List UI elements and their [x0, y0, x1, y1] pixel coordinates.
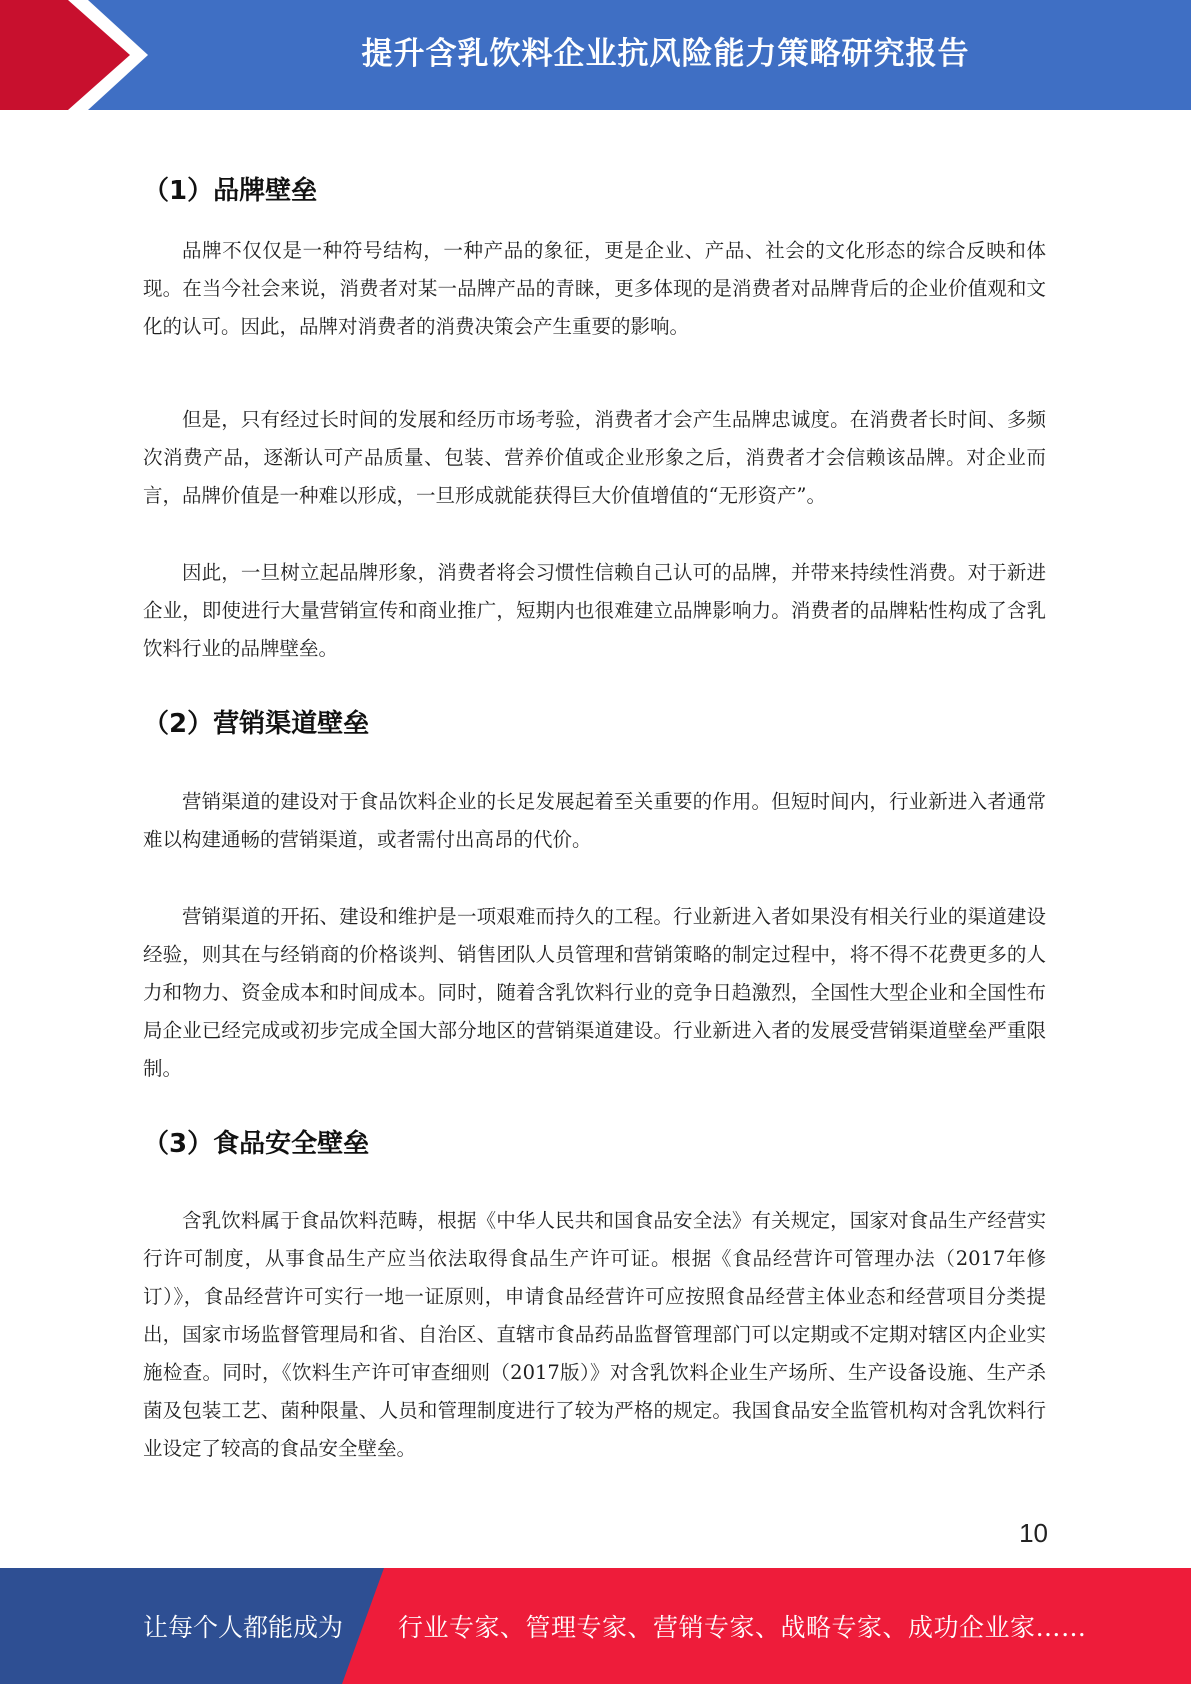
- paragraph: 营销渠道的开拓、建设和维护是一项艰难而持久的工程。行业新进入者如果没有相关行业的渠道建设经验，则其在与经销商的价格谈判、销售团队人员管理和营销策略的制定过程中，将不得不花费更多的人力和物力、资金成本和时间成本。同时，随着含乳饮料行业的竞争日趋激烈，全国性大型企业和全国性布局企业已经完成或初步完成全国大部分地区的营销渠道建设。行业新进入者的发展受营销渠道壁垒严重限制。: [143, 905, 1046, 1080]
- paragraph: 含乳饮料属于食品饮料范畴，根据《中华人民共和国食品安全法》有关规定，国家对食品生产经营实行许可制度，从事食品生产应当依法取得食品生产许可证。根据《食品经营许可管理办法（2017年修订）》，食品经营许可实行一地一证原则，申请食品经营许可应按照食品经营主体业态和经营项目分类提出，国家市场监督管理局和省、自治区、直辖市食品药品监督管理部门可以定期或不定期对辖区内企业实施检查。同时，《饮料生产许可审查细则（2017版）》对含乳饮料企业生产场所、生产设备设施、生产杀菌及包装工艺、菌种限量、人员和管理制度进行了较为严格的规定。我国食品安全监管机构对含乳饮料行业设定了较高的食品安全壁垒。: [143, 1209, 1046, 1460]
- paragraph: 品牌不仅仅是一种符号结构，一种产品的象征，更是企业、产品、社会的文化形态的综合反映和体现。在当今社会来说，消费者对某一品牌产品的青睐，更多体现的是消费者对品牌背后的企业价值观和文化的认可。因此，品牌对消费者的消费决策会产生重要的影响。: [143, 239, 1046, 338]
- header-band: [0, 0, 1191, 110]
- footer-band: [0, 1568, 1191, 1684]
- footer-slogan-left: 让每个人都能成为: [143, 1613, 344, 1642]
- document-title: 提升含乳饮料企业抗风险能力策略研究报告: [361, 35, 970, 72]
- paragraph: 营销渠道的建设对于食品饮料企业的长足发展起着至关重要的作用。但短时间内，行业新进入者通常难以构建通畅的营销渠道，或者需付出高昂的代价。: [143, 790, 1046, 851]
- header-arrow-icon: [0, 0, 150, 110]
- section-heading-food-safety: （3）食品安全壁垒: [143, 1129, 370, 1159]
- footer-slogan-right: 行业专家、管理专家、营销专家、战略专家、成功企业家……: [398, 1613, 1087, 1642]
- paragraph: 因此，一旦树立起品牌形象，消费者将会习惯性信赖自己认可的品牌，并带来持续性消费。对于新进企业，即使进行大量营销宣传和商业推广，短期内也很难建立品牌影响力。消费者的品牌粘性构成了含乳饮料行业的品牌壁垒。: [143, 561, 1046, 660]
- page-number: 10: [1019, 1518, 1048, 1548]
- section-heading-brand: （1）品牌壁垒: [143, 176, 318, 206]
- paragraph: 但是，只有经过长时间的发展和经历市场考验，消费者才会产生品牌忠诚度。在消费者长时间、多频次消费产品，逐渐认可产品质量、包装、营养价值或企业形象之后，消费者才会信赖该品牌。对企业而言，品牌价值是一种难以形成，一旦形成就能获得巨大价值增值的“无形资产”。: [143, 408, 1046, 507]
- section-heading-channel: （2）营销渠道壁垒: [143, 709, 370, 739]
